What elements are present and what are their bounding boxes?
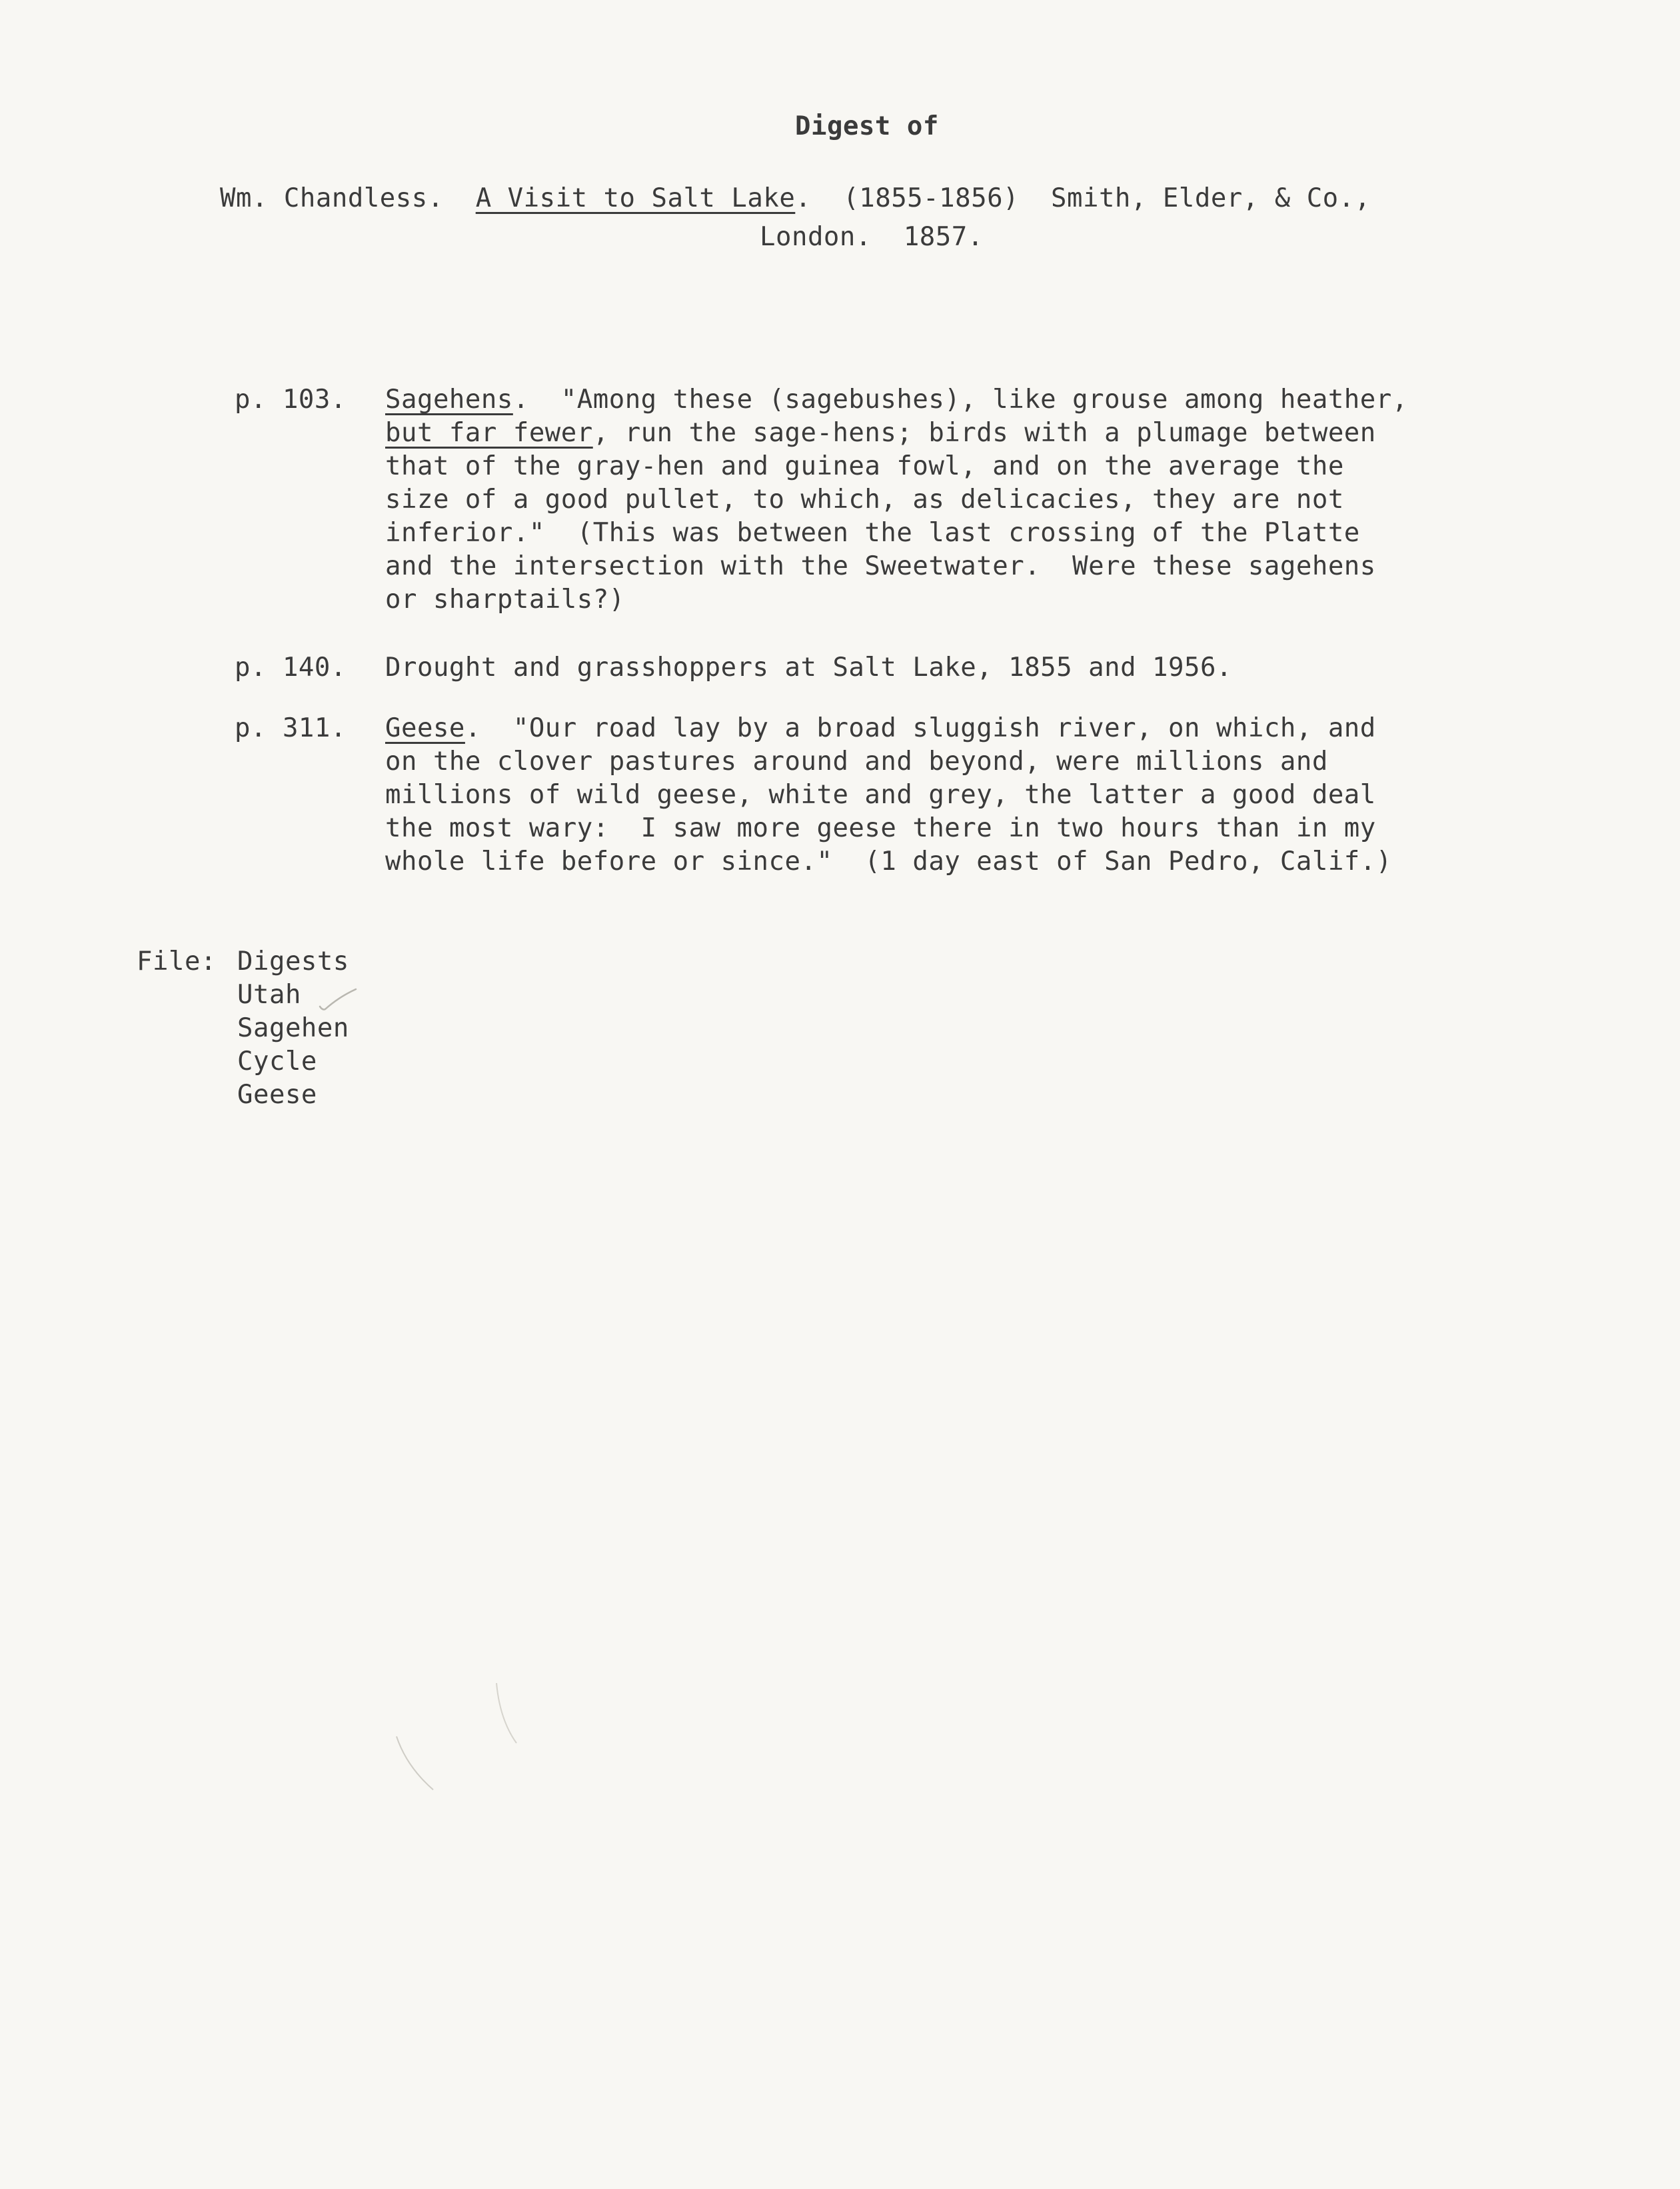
line-text: the most wary: I saw more geese there in two hours than in my [385,813,1376,843]
entry-line [385,550,1408,583]
entry-line [385,517,1408,550]
line-text: whole life before or since." (1 day east of San Pedro, Calif.) [385,847,1392,877]
underlined-phrase: Geese [385,713,465,743]
entry-line [385,417,1408,450]
line-text: Drought and grasshoppers at Salt Lake, 1855 and 1956. [385,653,1232,683]
digest-heading: Digest of [795,111,939,141]
entry-body [385,383,1408,617]
file-list [237,945,349,1112]
line-text: , run the sage-hens; birds with a plumage between [592,418,1376,448]
file-item: Sagehen [237,1013,349,1043]
file-label: File: [137,947,217,977]
entry-line [385,745,1392,779]
citation-place-year: London. 1857. [760,222,984,252]
underlined-phrase: but far fewer [385,418,593,448]
entry-line [385,712,1392,745]
entry-line [385,812,1392,845]
line-text: millions of wild geese, white and grey, the latter a good deal [385,780,1376,810]
entry-page-number: p. 311. [235,713,347,743]
line-text: size of a good pullet, to which, as delicacies, they are not [385,485,1344,515]
citation-author: Wm. Chandless. [220,183,444,213]
entry-line [385,779,1392,812]
entry-line [385,483,1408,517]
line-text: . "Among these (sagebushes), like grouse among heather, [512,385,1408,415]
entry-line [385,383,1408,417]
paper-crease-mark [393,1733,440,1793]
file-item: Geese [237,1080,317,1110]
file-item: Cycle [237,1047,317,1077]
citation-line [220,182,1371,215]
entry-line [385,651,1232,685]
file-item: Digests [237,947,349,977]
entry-page-number: p. 140. [235,653,347,683]
entry-line [385,450,1408,483]
line-text: inferior." (This was between the last crossing of the Platte [385,518,1360,548]
citation-title: A Visit to Salt Lake [475,183,796,213]
entry-page-number: p. 103. [235,385,347,415]
entry-line [385,583,1408,617]
citation-title-period: . [795,183,812,213]
citation-publisher: Smith, Elder, & Co., [1051,183,1371,213]
line-text: on the clover pastures around and beyond, were millions and [385,747,1328,777]
line-text: that of the gray-hen and guinea fowl, and on the average the [385,451,1344,481]
citation-years: (1855-1856) [843,183,1020,213]
entry-body [385,651,1232,685]
pencil-check-mark-icon [319,987,359,1013]
file-item: Utah [237,980,301,1010]
line-text: or sharptails?) [385,585,625,615]
entry-body [385,712,1392,879]
underlined-phrase: Sagehens [385,385,513,415]
paper-crease-mark [493,1680,520,1746]
line-text: . "Our road lay by a broad sluggish river, on which, and [464,713,1376,743]
entry-line [385,845,1392,879]
line-text: and the intersection with the Sweetwater. Were these sagehens [385,551,1376,581]
